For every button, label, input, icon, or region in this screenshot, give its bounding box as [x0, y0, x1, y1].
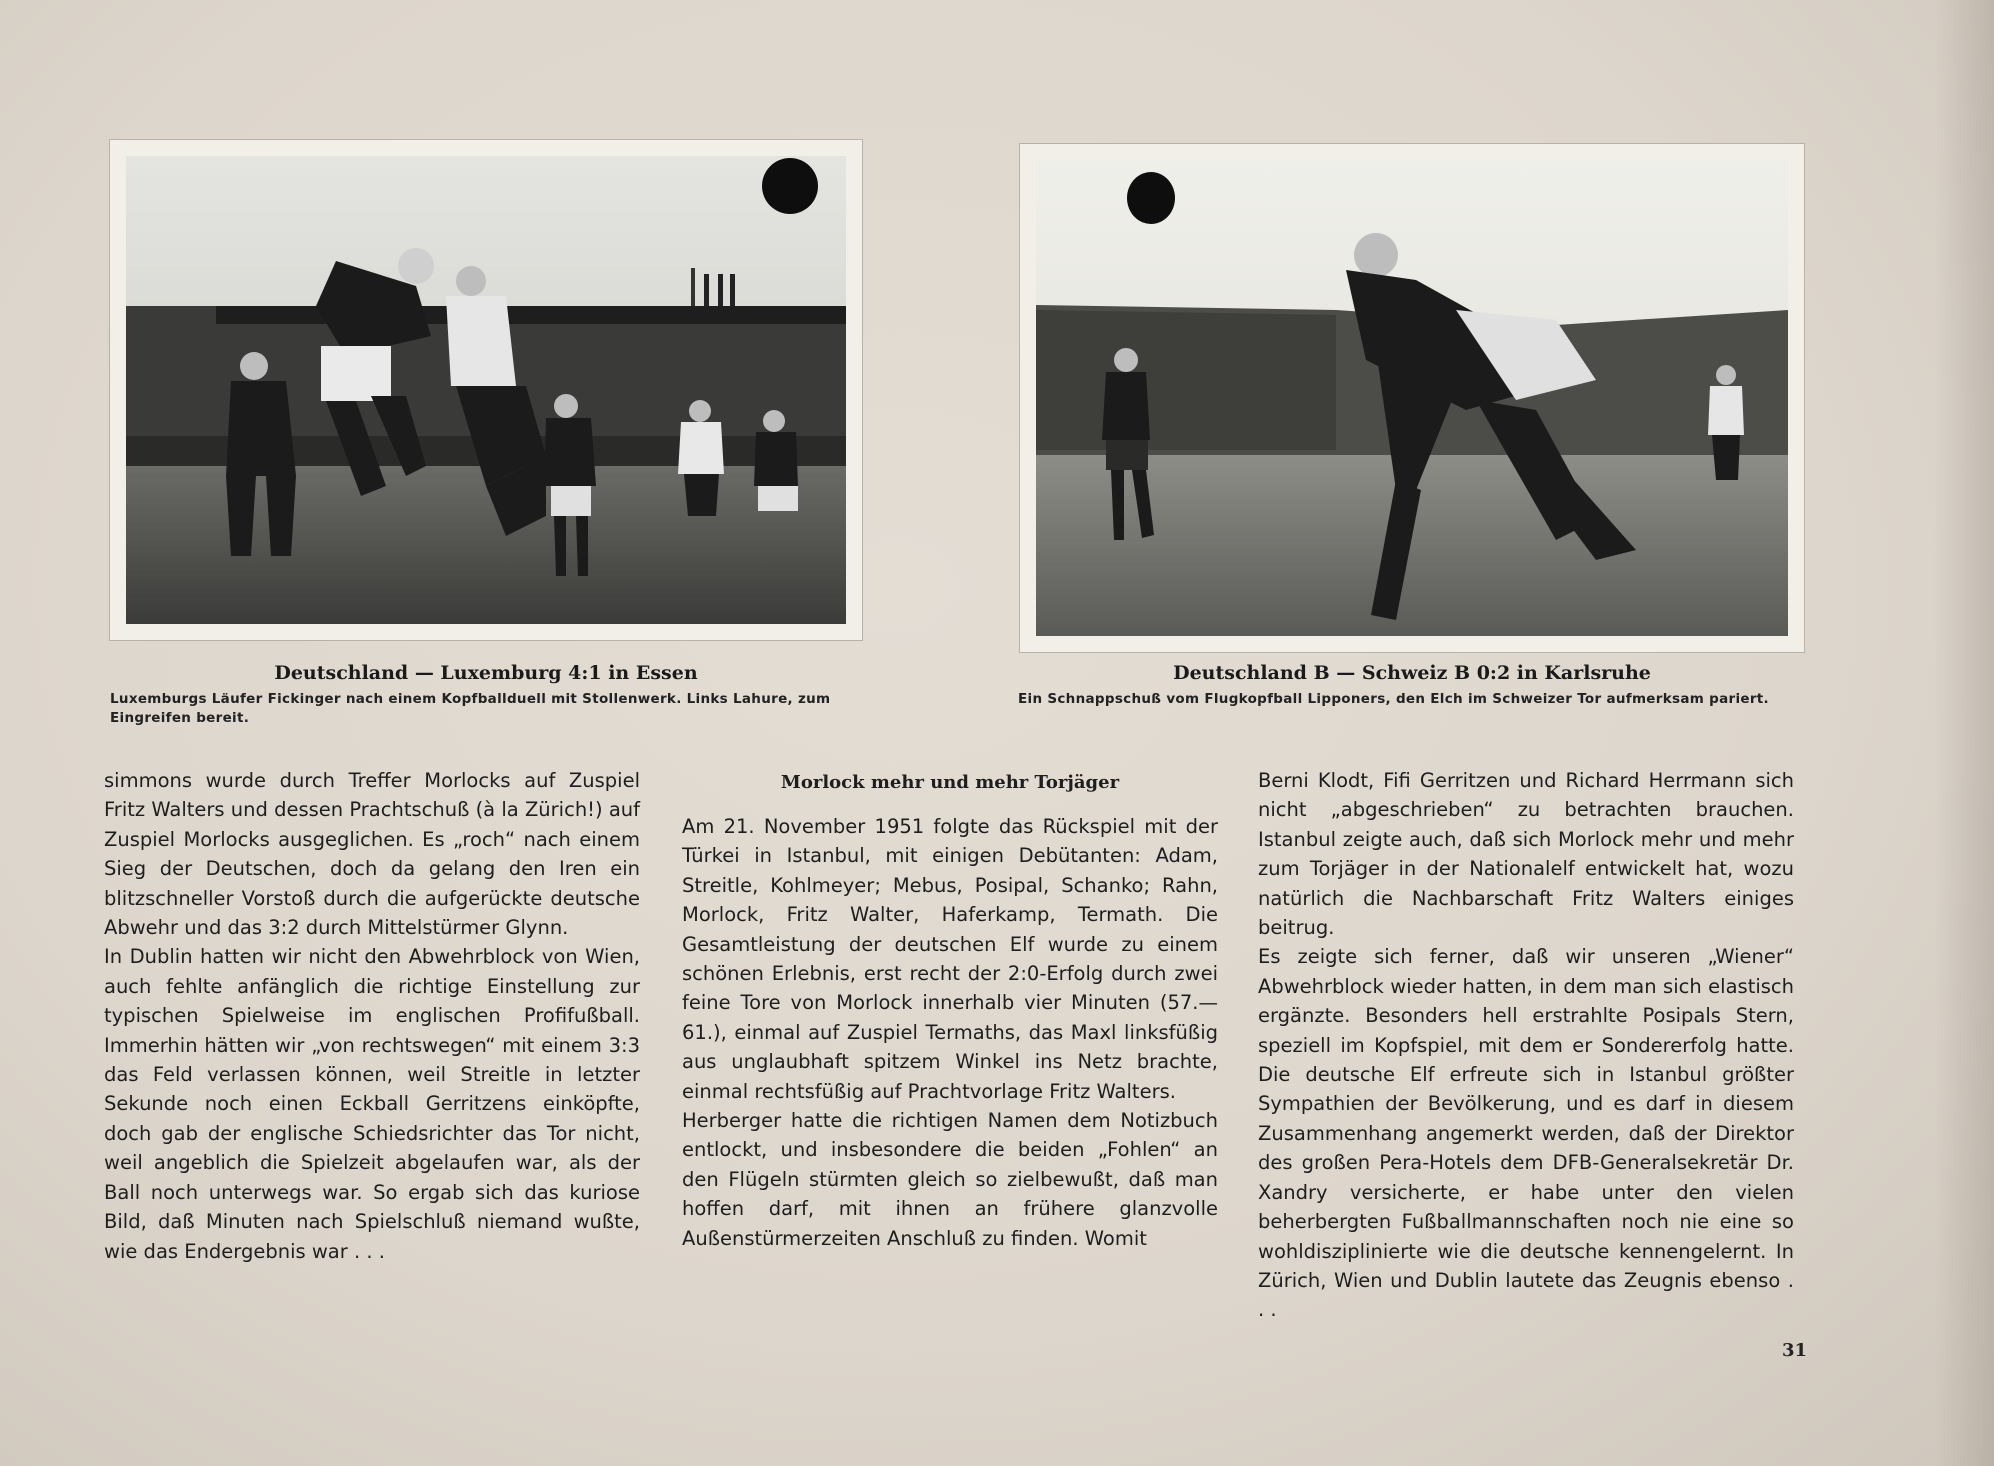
column-2-heading: Morlock mehr und mehr Torjäger [780, 772, 1120, 793]
photo-left [126, 156, 846, 624]
photo-right-frame [1020, 144, 1804, 652]
photo-left-title: Deutschland — Luxemburg 4:1 in Essen [274, 662, 698, 684]
column-3-paragraph-2: Es zeigte sich ferner, daß wir unseren „Wiener“ Abwehrblock wieder hatten, in dem man sich elastisch ergänzte. Besonders hell erstrahlte Posipals Stern, speziell im Kopfspiel, mit dem er Sondererfolg hatte. Die deutsche Elf erfreute sich in Istanbul größter Sympathien der Bevölkerung, und es darf in diesem Zusammenhang angemerkt werden, daß der Direktor des großen Pera-Hotels dem DFB-Generalsekretär Dr. Xandry versicherte, er habe unter den vielen beherbergten Fußballmannschaften noch nie eine so wohldisziplinierte wie die deutsche kennengelernt. In Zürich, Wien und Dublin lautete das Zeugnis ebenso . . . [1258, 945, 1794, 1322]
column-1-paragraph-1: simmons wurde durch Treffer Morlocks auf Zuspiel Fritz Walters und dessen Prachtschuß (à la Zürich!) auf Zuspiel Morlocks ausgeglichen. Es „roch“ nach einem Sieg der Deutschen, doch da gelang den Iren ein blitzschneller Vorstoß durch die aufgerückte deutsche Abwehr und das 3:2 durch Mittelstürmer Glynn. [104, 769, 640, 940]
photo-right [1036, 160, 1788, 636]
page-number: 31 [1782, 1340, 1808, 1361]
column-3-paragraph-1: Berni Klodt, Fifi Gerritzen und Richard Herrmann sich nicht „abgeschrieben“ zu betrachten brauchen. Istanbul zeigte auch, daß sich Morlock mehr und mehr zum Torjäger in der Nationalelf entwickelt hat, wozu natürlich die Nachbarschaft Fritz Walters einiges beitrug. [1258, 769, 1794, 940]
text-column-2 [682, 812, 1218, 1253]
column-1-paragraph-2: In Dublin hatten wir nicht den Abwehrblock von Wien, auch fehlte anfänglich die richtige Einstellung zur typischen Spielweise im englischen Profifußball. Immerhin hätten wir „von rechtswegen“ mit einem 3:3 das Feld verlassen können, weil Streitle in letzter Sekunde noch einen Eckball Gerritzens einköpfte, doch gab der englische Schiedsrichter das Tor nicht, weil angeblich die Spielzeit abgelaufen war, als der Ball noch unterwegs war. So ergab sich das kuriose Bild, daß Minuten nach Spielschluß niemand wußte, wie das Endergebnis war . . . [104, 945, 640, 1263]
column-2-paragraph-2: Herberger hatte die richtigen Namen dem Notizbuch entlockt, und insbesondere die beiden „Fohlen“ an den Flügeln stürmten gleich so zielbewußt, daß man hoffen darf, mit ihnen an frühere glanzvolle Außenstürmerzeiten Anschluß zu finden. Womit [682, 1109, 1218, 1250]
photo-left-image [126, 156, 846, 624]
text-column-3 [1258, 766, 1794, 1325]
photo-right-caption: Ein Schnappschuß vom Flugkopfball Lipponers, den Elch im Schweizer Tor aufmerksam pariert. [1018, 691, 1769, 707]
column-2-paragraph-1: Am 21. November 1951 folgte das Rückspiel mit der Türkei in Istanbul, mit einigen Debütanten: Adam, Streitle, Kohlmeyer; Mebus, Posipal, Schanko; Rahn, Morlock, Fritz Walter, Haferkamp, Termath. Die Gesamtleistung der deutschen Elf wurde zu einem schönen Erlebnis, erst recht der 2:0-Erfolg durch zwei feine Tore von Morlock innerhalb vier Minuten (57.—61.), einmal auf Zuspiel Termaths, das Maxl linksfüßig aus unglaubhaft spitzem Winkel ins Netz brachte, einmal rechtsfüßig auf Prachtvorlage Fritz Walters. [682, 815, 1218, 1103]
page-edge-shadow [1934, 0, 1994, 1466]
photo-right-image [1036, 160, 1788, 636]
photo-left-caption: Luxemburgs Läufer Fickinger nach einem Kopfballduell mit Stollenwerk. Links Lahure, zum Eingreifen bereit. [110, 691, 831, 726]
text-column-1 [104, 766, 640, 1266]
photo-left-frame [110, 140, 862, 640]
photo-right-title: Deutschland B — Schweiz B 0:2 in Karlsruhe [1173, 662, 1651, 684]
